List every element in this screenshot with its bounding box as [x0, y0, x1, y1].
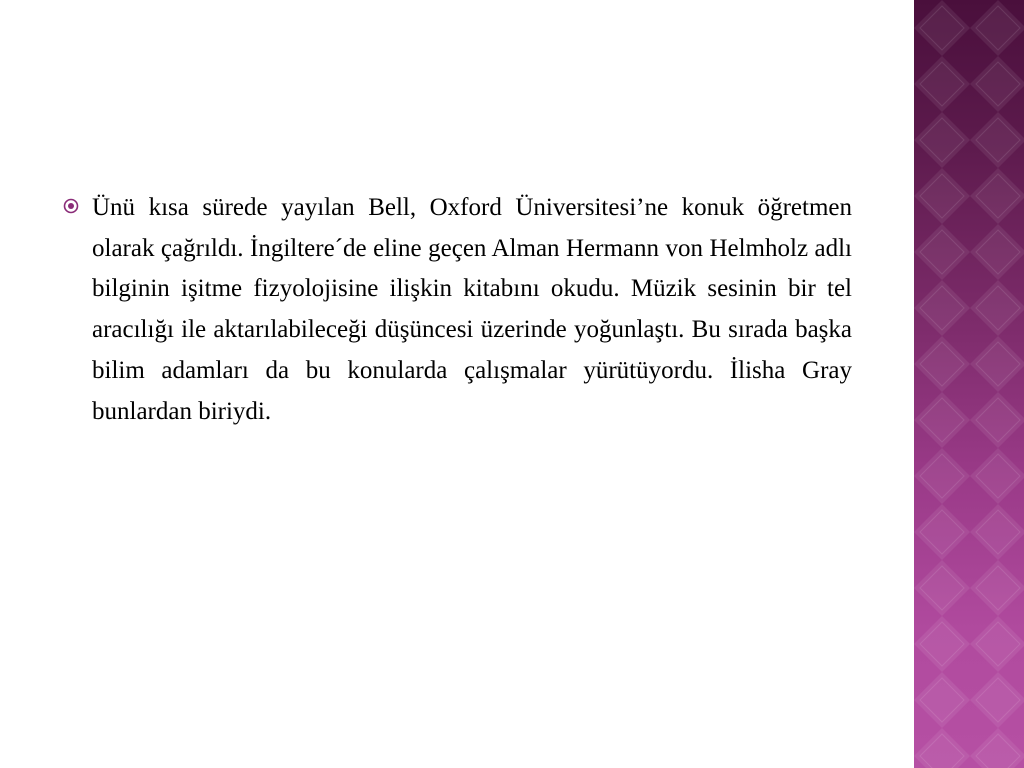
diamond-pattern [914, 0, 1024, 768]
decorative-side-band [912, 0, 1024, 768]
slide-body-paragraph: Ünü kısa sürede yayılan Bell, Oxford Üniversitesi’ne konuk öğretmen olarak çağrıldı. İngiltere´de eline geçen Alman Hermann von Helmholz adlı bilginin işitme fizyolojisine ilişkin kitabını okudu. Müzik sesinin bir tel aracılığı ile aktarılabileceği düşüncesi üzerinde yoğunlaştı. Bu sırada başka bilim adamları da bu konularda çalışmalar yürütüyordu. İlisha Gray bunlardan biriydi. [92, 194, 852, 425]
circled-dot-bullet-icon [63, 198, 79, 214]
